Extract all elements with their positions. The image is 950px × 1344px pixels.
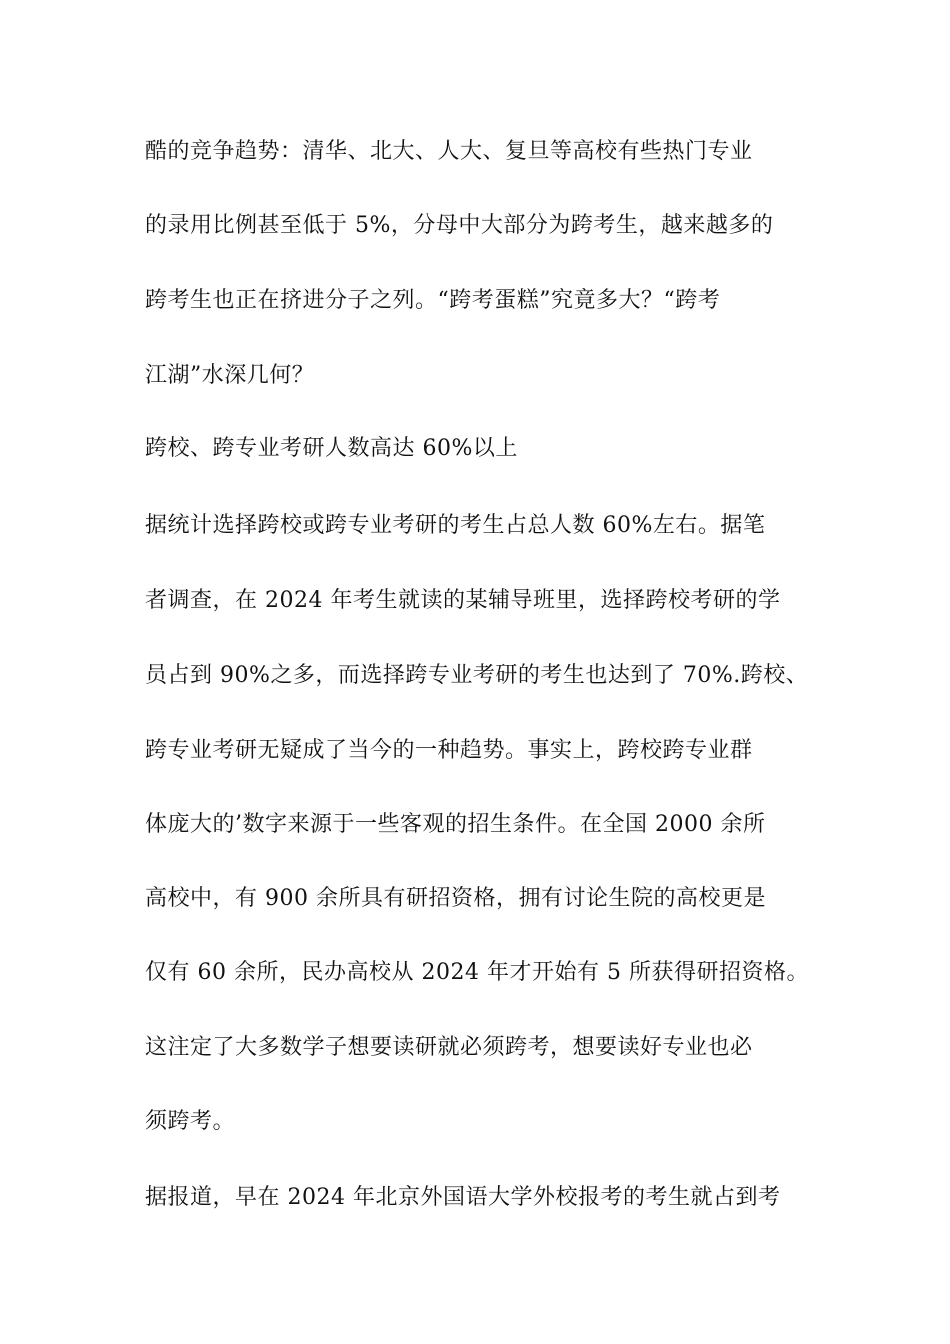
paragraph-line: 者调查，在 2024 年考生就读的某辅导班里，选择跨校考研的学: [145, 588, 781, 613]
paragraph-line: 江湖”水深几何？: [145, 363, 315, 388]
paragraph-line: 体庞大的’数字来源于一些客观的招生条件。在全国 2000 余所: [145, 812, 766, 837]
section-heading: 跨校、跨专业考研人数高达 60%以上: [145, 436, 518, 461]
paragraph-line: 跨考生也正在挤进分子之列。“跨考蛋糕”究竟多大？“跨考: [145, 288, 721, 313]
paragraph-line: 高校中，有 900 余所具有研招资格，拥有讨论生院的高校更是: [145, 886, 766, 911]
paragraph-line: 跨专业考研无疑成了当今的一种趋势。事实上，跨校跨专业群: [145, 738, 753, 763]
paragraph-line: 据统计选择跨校或跨专业考研的考生占总人数 60%左右。据笔: [145, 513, 766, 538]
paragraph-line: 据报道，早在 2024 年北京外国语大学外校报考的考生就占到考: [145, 1185, 781, 1210]
paragraph-line: 须跨考。: [145, 1109, 236, 1134]
paragraph-line: 员占到 90%之多，而选择跨专业考研的考生也达到了 70%.跨校、: [145, 663, 809, 688]
paragraph-line: 仅有 60 余所，民办高校从 2024 年才开始有 5 所获得研招资格。: [145, 960, 809, 985]
paragraph-line: 的录用比例甚至低于 5%，分母中大部分为跨考生，越来越多的: [145, 213, 774, 238]
paragraph-line: 酷的竞争趋势：清华、北大、人大、复旦等高校有些热门专业: [145, 139, 753, 164]
paragraph-line: 这注定了大多数学子想要读研就必须跨考，想要读好专业也必: [145, 1035, 753, 1060]
